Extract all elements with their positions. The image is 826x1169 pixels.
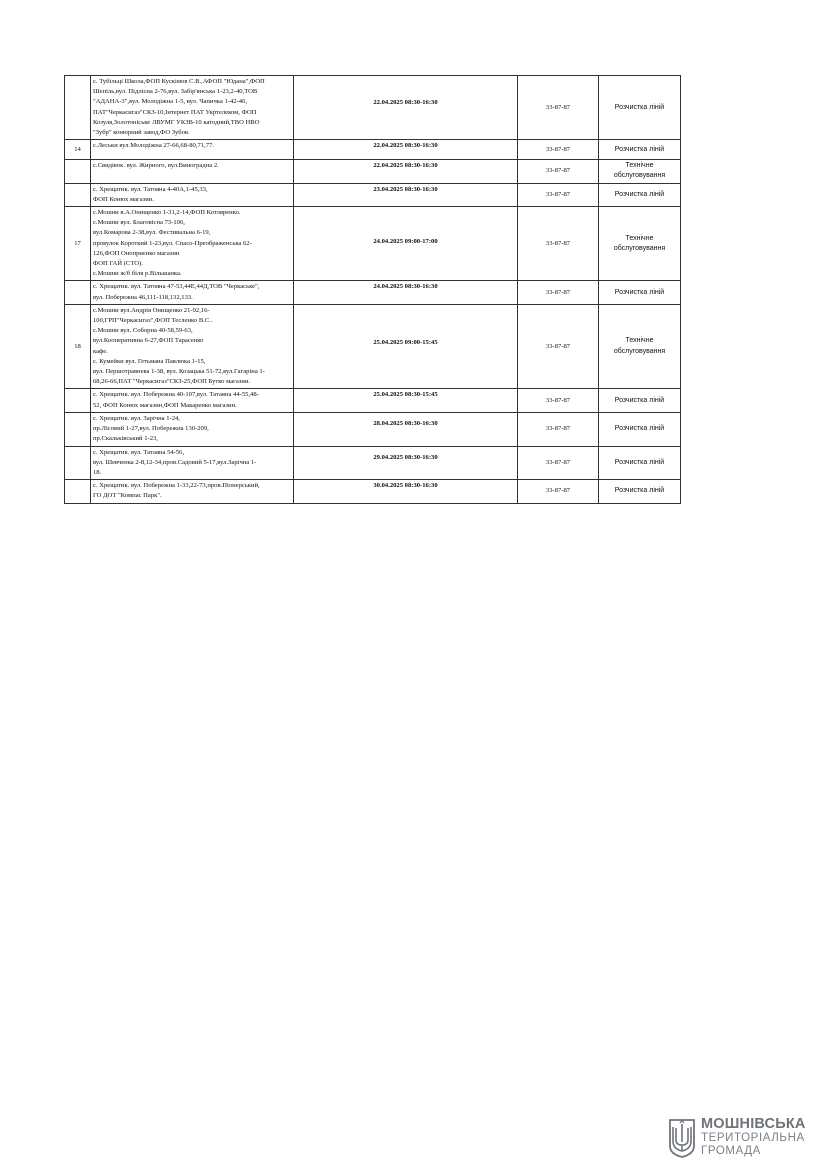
row-number (65, 160, 91, 183)
addresses-cell (91, 389, 294, 412)
address-line: ПАТ"Черкасигаз"СКЗ-10,Інтернет ПАТ Укртелеком, ФОП (93, 108, 257, 116)
outage-datetime: 22.04.2025 08:30-16:30 (294, 160, 518, 183)
work-type-line: Розчистка ліній (614, 425, 665, 433)
table-row (65, 389, 765, 412)
outage-datetime: 25.04.2025 08:30-15:45 (294, 389, 518, 412)
address-line: с. Кумейки вул. Гетьмана Павлюка 1-15, (93, 357, 206, 365)
row-number (65, 389, 91, 412)
work-type-line: обслуговування (613, 244, 666, 252)
work-type (599, 160, 681, 183)
address-line: 68,26-66,ПАТ "Черкасигаз"СКЗ-25,ФОП Бутко магазин. (93, 378, 251, 386)
contact-phone: 33-87-87 (518, 140, 599, 160)
row-number (65, 412, 91, 446)
table-row (65, 446, 765, 480)
address-line: ГО ДОТ "Компас Парк". (93, 492, 162, 500)
address-line: с.Мошни вул. Соборна 40-58,59-63, (93, 327, 193, 335)
address-line: провулок Короткий 1-23,вул. Спасо-Преображенська 62- (93, 239, 252, 247)
work-type (599, 207, 681, 281)
work-type-line: Технічне (625, 162, 654, 170)
work-type-line: Розчистка ліній (614, 458, 665, 466)
work-type-line: Технічне (625, 337, 654, 345)
address-line: вул.Кооперативна 6-27,ФОП Тарасенко (93, 337, 204, 345)
address-line: с.Леськи вул.Молодіжна 27-66,68-80,71,77. (93, 142, 214, 150)
outage-datetime: 25.04.2025 09:00-15:45 (294, 304, 518, 389)
contact-phone: 33-87-87 (518, 304, 599, 389)
row-number: 18 (65, 304, 91, 389)
address-line: вул. Шевченка 2-8,12-34,пров.Садовий 5-17,вул.Зарічна 1- (93, 458, 257, 466)
address-line: вул. Побережна 46,111-118,132,133. (93, 293, 193, 301)
address-line: с.Мошни вул. Благовісна 73-106, (93, 219, 185, 227)
outage-schedule-table (64, 75, 765, 504)
work-type-line: обслуговування (613, 172, 666, 180)
table-row (65, 140, 765, 160)
addresses-cell (91, 140, 294, 160)
address-line: "АДАНА-3",вул. Молодіжна 1-5, вул. Чапичка 1-42-46, (93, 98, 247, 106)
outage-datetime: 28.04.2025 08:30-16:30 (294, 412, 518, 446)
address-line: с.Мошни ж/б біля р.Вільшанка. (93, 270, 182, 278)
work-type-line: Технічне (625, 234, 654, 242)
address-line: с. Хрещатик. вул. Татояна 47-53,44Е,44Д,ТОВ "Черкаське", (93, 283, 260, 291)
work-type (599, 76, 681, 140)
addresses-cell (91, 412, 294, 446)
address-line: с.Мошни вул.Андрія Онищенко 21-92,16- (93, 306, 210, 314)
work-type (599, 281, 681, 304)
schedule-body (65, 76, 765, 504)
work-type-line: Розчистка ліній (614, 396, 665, 404)
address-line: 100,ГРП"Черкасигаз",ФОП Тесленко В.С.. (93, 317, 213, 325)
addresses-cell (91, 207, 294, 281)
address-line: 126,ФОП Оноприєнко магазин (93, 249, 180, 257)
work-type-line: Розчистка ліній (614, 487, 665, 495)
outage-datetime: 29.04.2025 08:30-16:30 (294, 446, 518, 480)
work-type (599, 480, 681, 503)
work-type (599, 446, 681, 480)
address-line: пр.Скальківський 1-23, (93, 435, 158, 443)
address-line: с. Хрещатик. вул. Татояна 4-40А,1-45,33, (93, 185, 208, 193)
address-line: с.Мошни в.А.Онищенко 1-31,2-14,ФОП Котляренко. (93, 209, 241, 217)
addresses-cell (91, 281, 294, 304)
logo-subtitle-1: ТЕРИТОРІАЛЬНА (701, 1132, 805, 1144)
contact-phone: 33-87-87 (518, 76, 599, 140)
work-type (599, 183, 681, 206)
work-type (599, 304, 681, 389)
outage-datetime: 22.04.2025 08:30-16:30 (294, 140, 518, 160)
work-type-line: Розчистка ліній (614, 288, 665, 296)
address-line: пр.Лісовий 1-27,вул. Побережна 130-209, (93, 425, 209, 433)
outage-datetime: 30.04.2025 08:30-16:30 (294, 480, 518, 503)
table-row (65, 281, 765, 304)
work-type-line: Розчистка ліній (614, 145, 665, 153)
outage-datetime: 22.04.2025 08:30-16:30 (294, 76, 518, 140)
work-type (599, 412, 681, 446)
addresses-cell (91, 480, 294, 503)
address-line: с. Тубільці Школа,ФОП Кускімов С.В.,АФОП "Юдана",ФОП (93, 78, 265, 85)
community-logo (668, 1116, 808, 1160)
trident-emblem-icon (668, 1118, 696, 1158)
address-line: ФОП Конюх магазин. (93, 195, 154, 203)
address-line: Козуля,Золотоніське ЛВУМГ УКЗВ-10 катодний,ТВО НВО (93, 118, 260, 126)
work-type (599, 140, 681, 160)
table-row (65, 207, 765, 281)
address-line: вул.Комарова 2-38,вул. Фестивальна 6-19, (93, 229, 211, 237)
addresses-cell (91, 183, 294, 206)
address-line: 52, ФОП Конюх магазин,ФОП Макаренко магазин. (93, 401, 237, 409)
address-line: 18. (93, 468, 102, 476)
row-number (65, 281, 91, 304)
work-type-line: Розчистка ліній (614, 190, 665, 198)
outage-datetime: 24.04.2025 09:00-17:00 (294, 207, 518, 281)
contact-phone: 33-87-87 (518, 412, 599, 446)
address-line: ФОП ГАЙ (СТО). (93, 260, 143, 268)
logo-subtitle-2: ГРОМАДА (701, 1145, 761, 1157)
table-row (65, 480, 765, 503)
table-row (65, 412, 765, 446)
outage-datetime: 23.04.2025 08:30-16:30 (294, 183, 518, 206)
address-line: с. Хрещатик. вул. Побережна 40-107,вул. Татаяна 44-55,48- (93, 391, 259, 399)
outage-datetime: 24.04.2025 08:30-16:30 (294, 281, 518, 304)
table-row (65, 183, 765, 206)
contact-phone: 33-87-87 (518, 207, 599, 281)
row-number (65, 446, 91, 480)
address-line: с. Хрещатик. вул. Татаяна 54-56, (93, 448, 185, 456)
address-line: вул. Першотравнева 1-38, вул. Козацька 51-72,вул.Гагаріна 1- (93, 368, 265, 376)
address-line: "Зубр" конюрний завод,ФО Зубов. (93, 129, 190, 137)
contact-phone: 33-87-87 (518, 446, 599, 480)
row-number (65, 183, 91, 206)
row-number: 14 (65, 140, 91, 160)
table-row (65, 304, 765, 389)
contact-phone: 33-87-87 (518, 389, 599, 412)
addresses-cell (91, 76, 294, 140)
table-row (65, 76, 765, 140)
contact-phone: 33-87-87 (518, 480, 599, 503)
table-row (65, 160, 765, 183)
address-line: с. Хрещатик. вул. Зарічна 1-24, (93, 414, 180, 422)
contact-phone: 33-87-87 (518, 281, 599, 304)
row-number: 17 (65, 207, 91, 281)
logo-title: МОШНІВСЬКА (701, 1116, 806, 1132)
address-line: с.Свидівок. вул. Жирного, вул.Виноградна 2. (93, 162, 219, 170)
row-number (65, 76, 91, 140)
addresses-cell (91, 446, 294, 480)
address-line: Шепіль,вул. Підлісна 2-76,вул. Забір'янська 1-23,2-40,ТОВ (93, 88, 258, 96)
addresses-cell (91, 304, 294, 389)
contact-phone: 33-87-87 (518, 183, 599, 206)
address-line: с. Хрещатик. вул. Побережна 1-33,22-73,пров.Піонерський, (93, 482, 260, 490)
work-type-line: Розчистка ліній (614, 103, 665, 111)
work-type-line: обслуговування (613, 347, 666, 355)
row-number (65, 480, 91, 503)
work-type (599, 389, 681, 412)
address-line: кафе. (93, 347, 108, 355)
contact-phone: 33-87-87 (518, 160, 599, 183)
addresses-cell (91, 160, 294, 183)
